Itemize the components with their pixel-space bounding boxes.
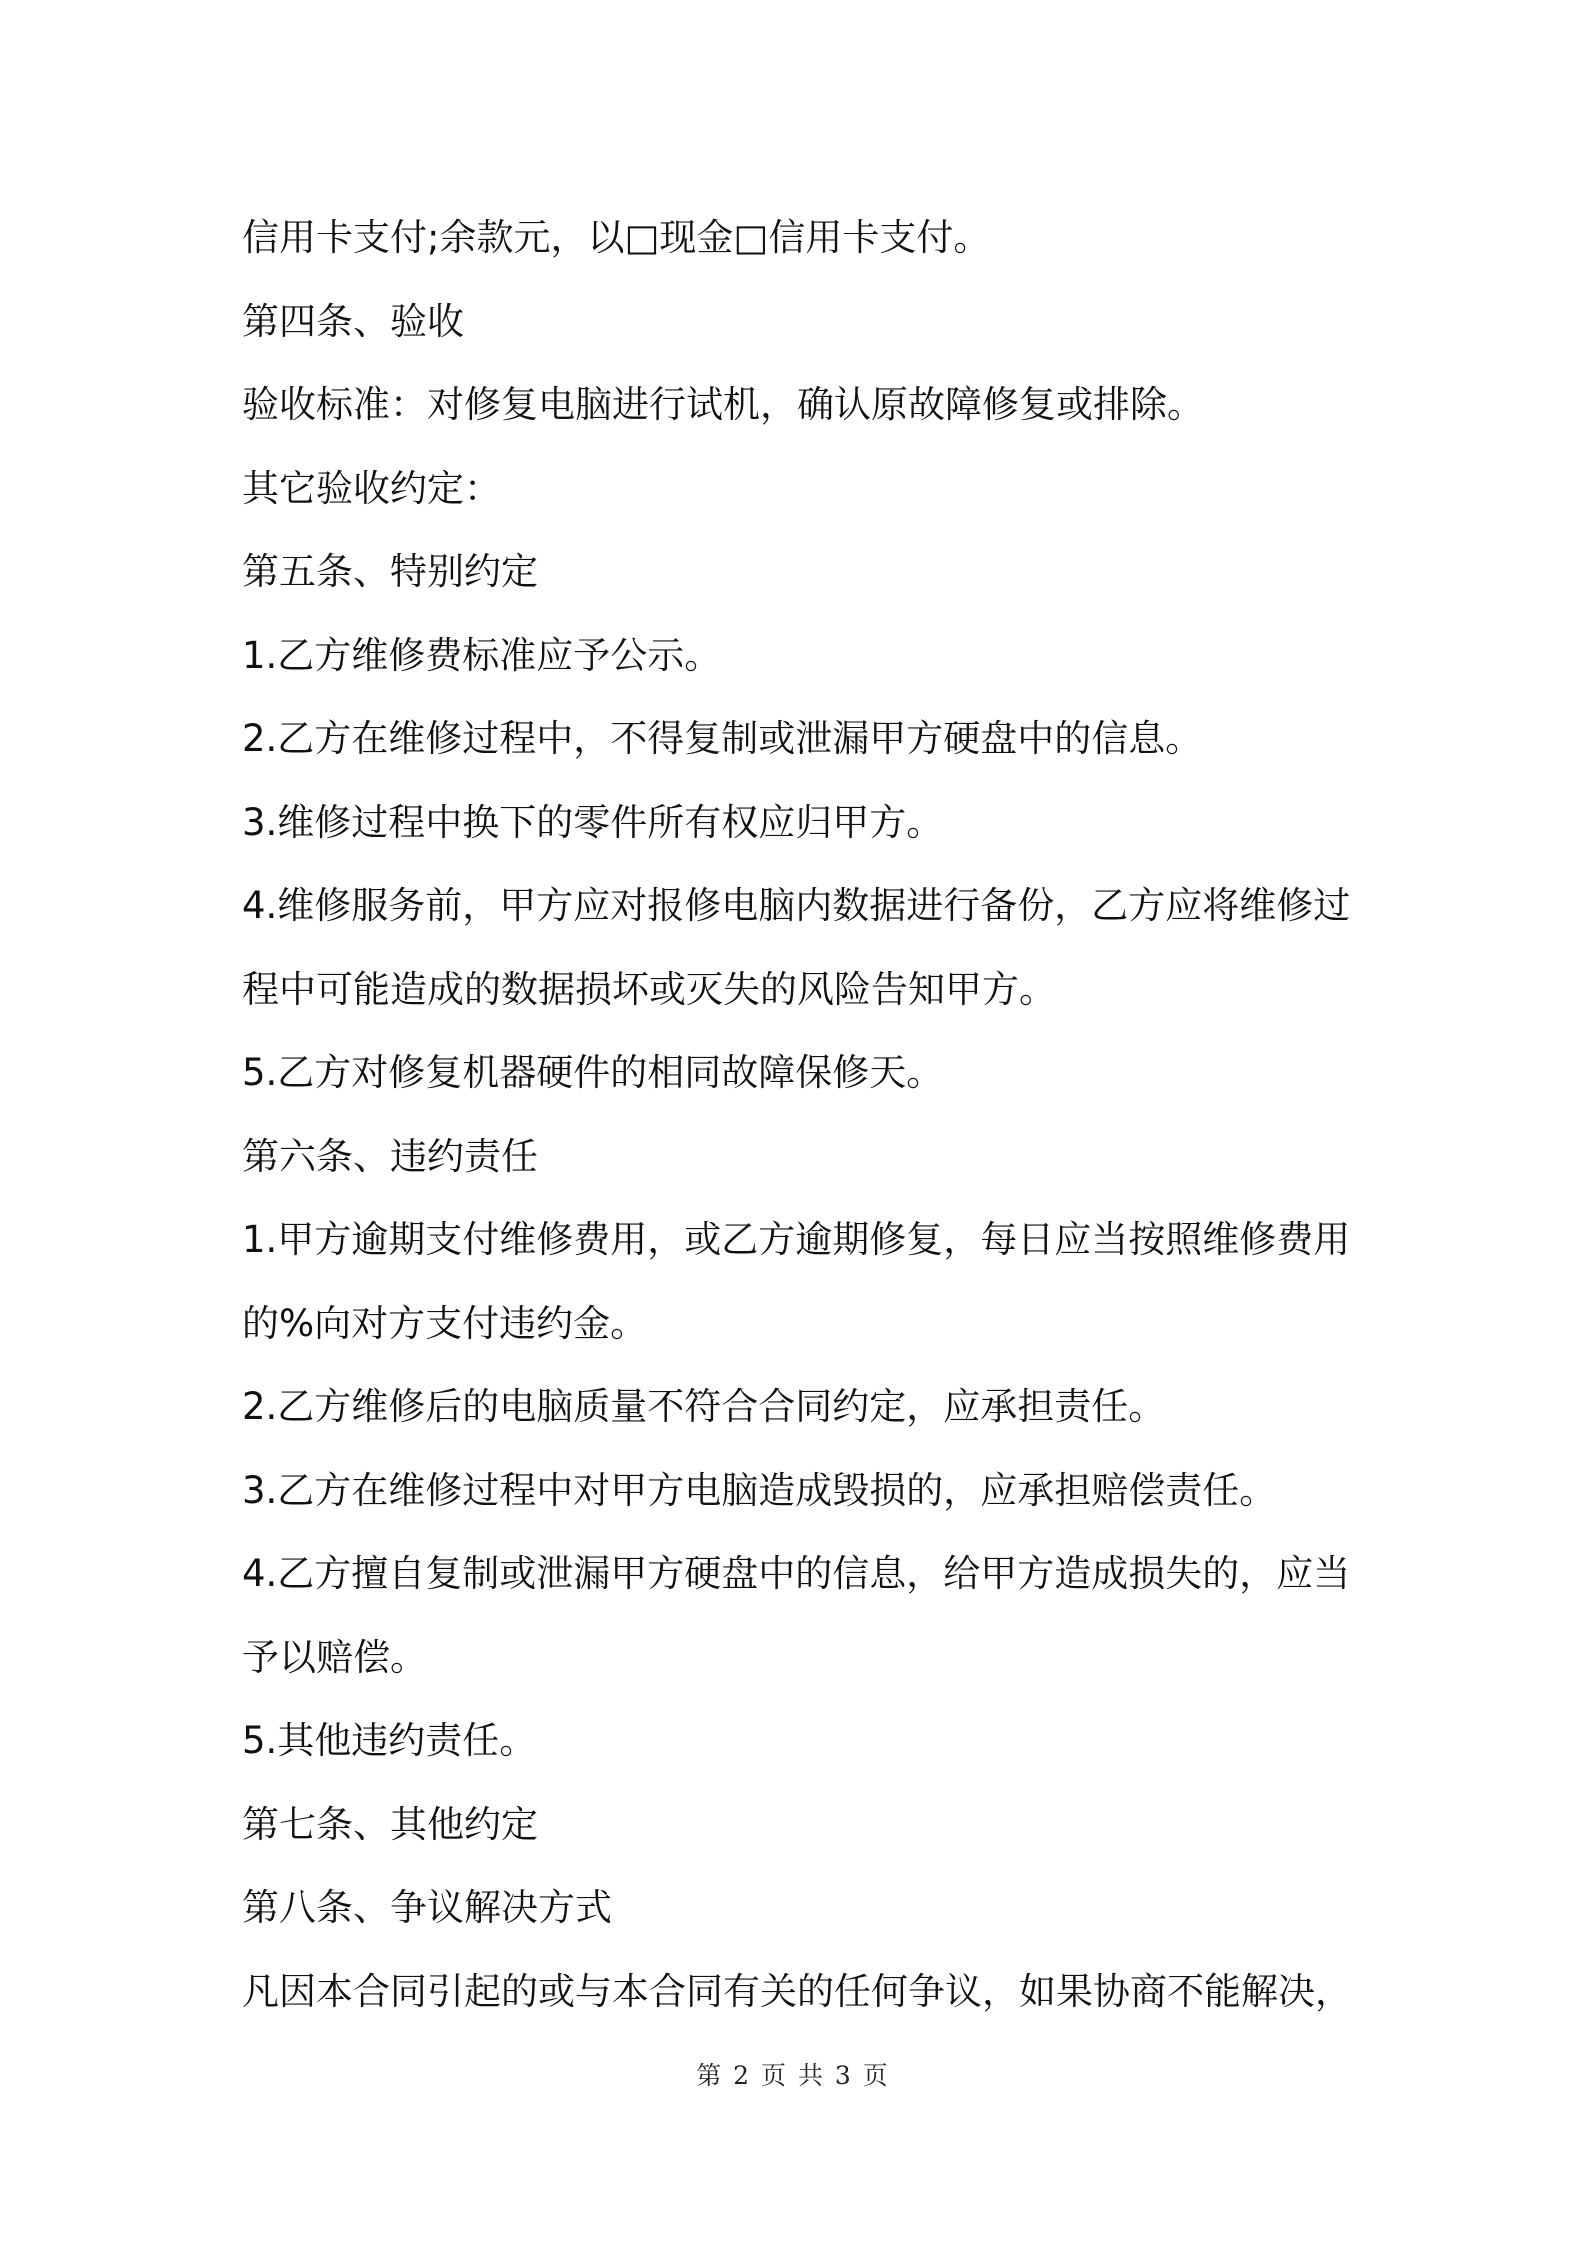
text-line: 3.乙方在维修过程中对甲方电脑造成毁损的，应承担赔偿责任。 bbox=[242, 1468, 1277, 1512]
text-line: 2.乙方维修后的电脑质量不符合合同约定，应承担责任。 bbox=[242, 1385, 1166, 1428]
section-heading: 第八条、争议解决方式 bbox=[242, 1886, 612, 1929]
text-line: 其它验收约定： bbox=[242, 466, 501, 510]
text-line: 4.维修服务前，甲方应对报修电脑内数据进行备份，乙方应将维修过 bbox=[242, 884, 1351, 927]
text-line: 2.乙方在维修过程中，不得复制或泄漏甲方硬盘中的信息。 bbox=[242, 717, 1203, 760]
text-line: 4.乙方擅自复制或泄漏甲方硬盘中的信息，给甲方造成损失的，应当 bbox=[242, 1552, 1351, 1595]
text-line: 验收标准：对修复电脑进行试机，确认原故障修复或排除。 bbox=[242, 383, 1204, 426]
section-heading: 第四条、验收 bbox=[242, 299, 464, 343]
text-line: 信用卡支付;余款元，以□现金□信用卡支付。 bbox=[242, 216, 991, 259]
text-line: 3.维修过程中换下的零件所有权应归甲方。 bbox=[242, 800, 944, 844]
section-heading: 第五条、特别约定 bbox=[242, 550, 538, 593]
page-number-footer: 第 2 页 共 3 页 bbox=[696, 2061, 890, 2090]
text-line: 1.乙方维修费标准应予公示。 bbox=[242, 633, 722, 677]
text-line: 的%向对方支付违约金。 bbox=[242, 1301, 648, 1345]
text-line: 5.乙方对修复机器硬件的相同故障保修天。 bbox=[242, 1051, 944, 1094]
text-line: 凡因本合同引起的或与本合同有关的任何争议，如果协商不能解决， bbox=[242, 1969, 1352, 2013]
text-line: 1.甲方逾期支付维修费用，或乙方逾期修复，每日应当按照维修费用 bbox=[242, 1218, 1351, 1261]
section-heading: 第七条、其他约定 bbox=[242, 1802, 538, 1846]
text-line: 5.其他违约责任。 bbox=[242, 1719, 537, 1762]
section-heading: 第六条、违约责任 bbox=[242, 1134, 538, 1178]
document-body bbox=[242, 196, 1362, 2033]
text-line: 程中可能造成的数据损坏或灭失的风险告知甲方。 bbox=[242, 967, 1056, 1011]
text-line: 予以赔偿。 bbox=[242, 1635, 427, 1679]
